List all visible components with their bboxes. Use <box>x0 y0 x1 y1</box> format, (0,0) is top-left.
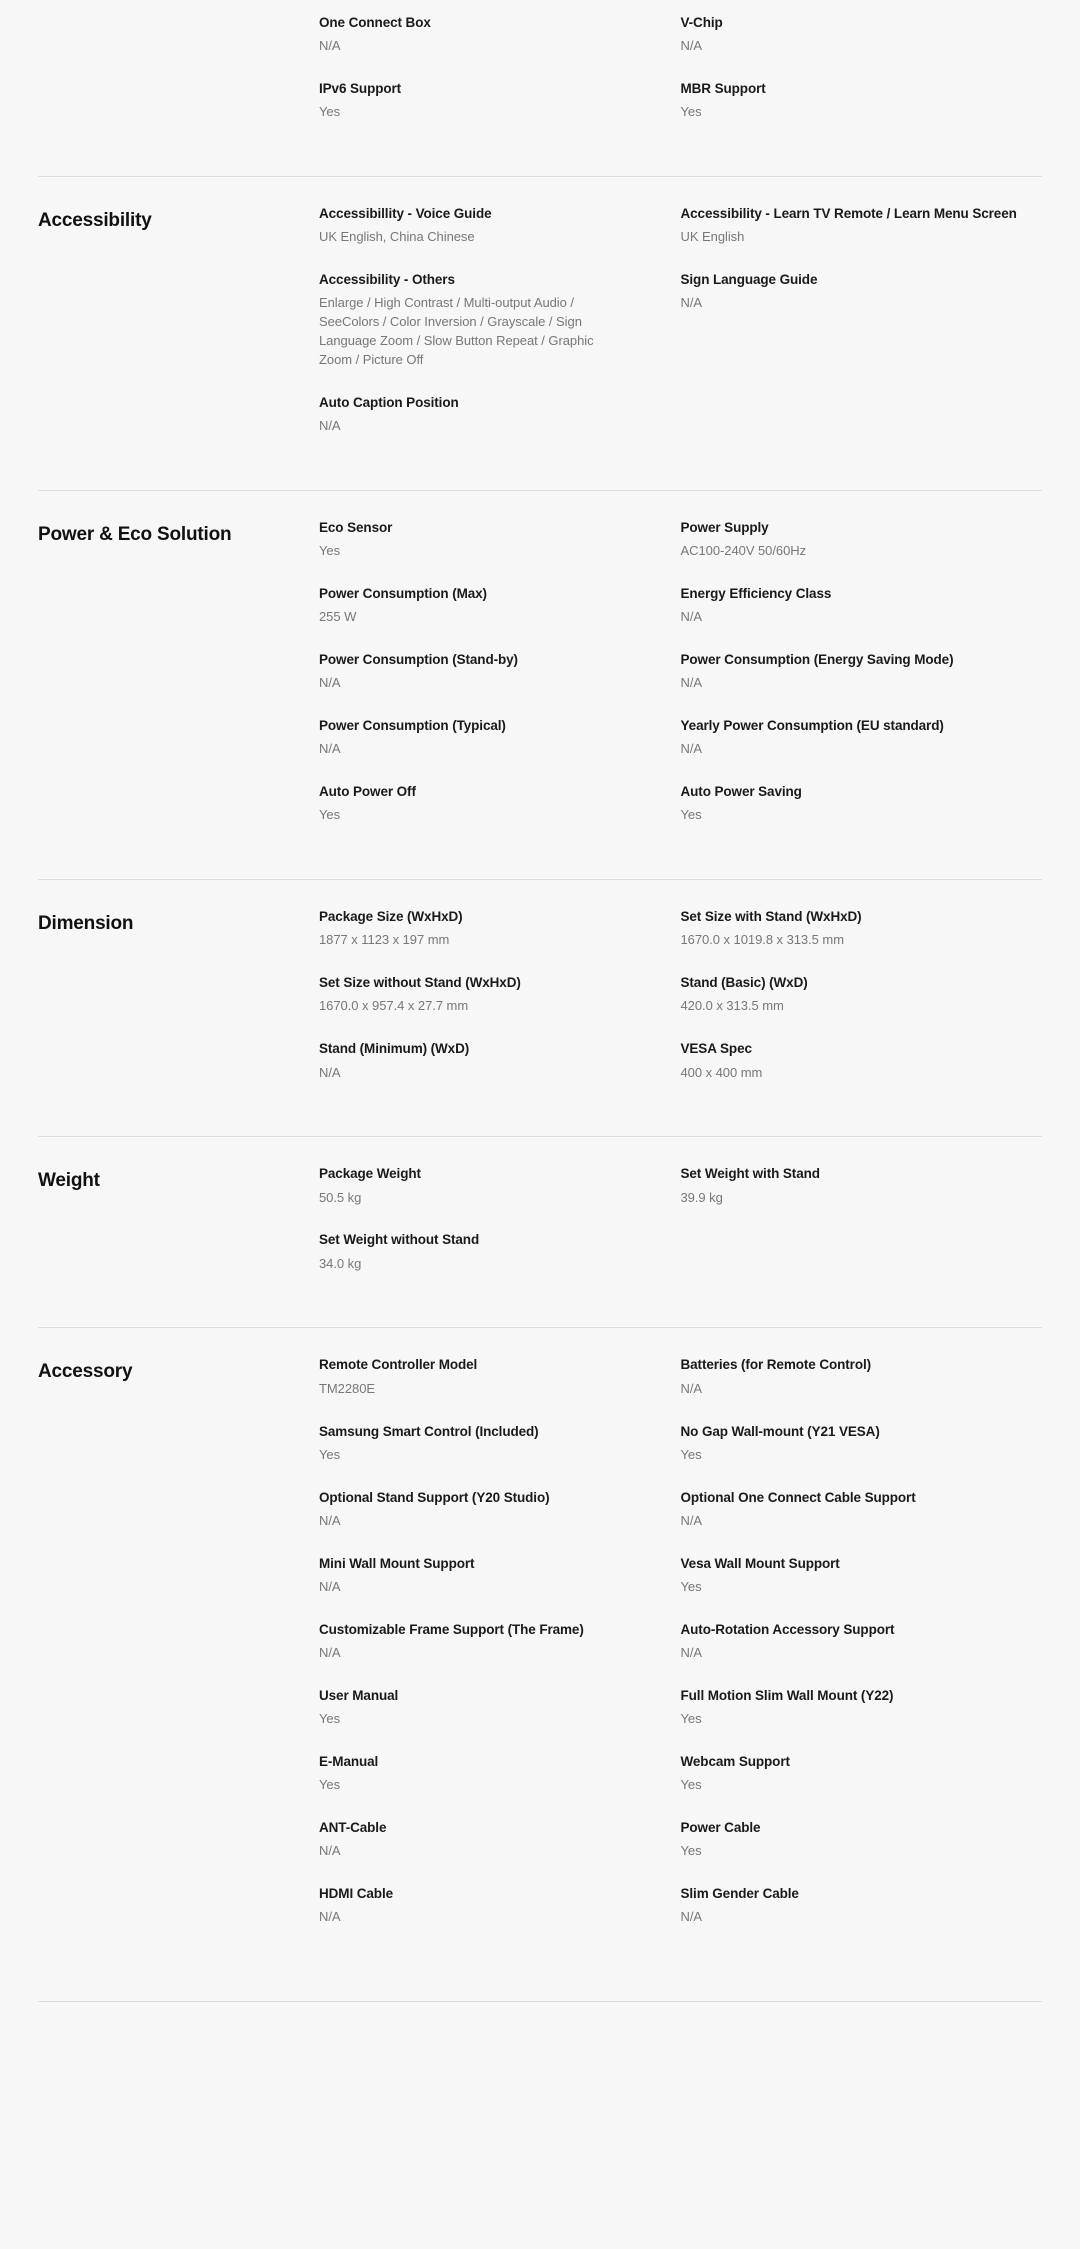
spec-label: Optional Stand Support (Y20 Studio) <box>319 1489 550 1505</box>
spec-item <box>319 908 681 950</box>
spec-value: UK English <box>680 229 745 245</box>
section-title: Accessibility <box>38 210 152 232</box>
spec-value: 420.0 x 313.5 mm <box>680 998 784 1014</box>
spec-section <box>38 1327 1042 1981</box>
section-items <box>319 908 1042 1106</box>
spec-item <box>319 14 681 56</box>
spec-item <box>681 1356 1043 1398</box>
spec-item <box>681 1489 1043 1531</box>
spec-value: Yes <box>319 807 341 823</box>
spec-value: N/A <box>680 1909 703 1925</box>
spec-label: Auto Power Saving <box>680 784 802 800</box>
spec-label: Power Consumption (Energy Saving Mode) <box>680 651 954 667</box>
spec-label: Stand (Basic) (WxD) <box>680 975 808 991</box>
spec-value: Enlarge / High Contrast / Multi-output Audio / SeeColors / Color Inversion / Grayscale / Sign Language Zoom / Slow Button Repeat / Graphic Zoom / Picture Off <box>319 295 594 367</box>
spec-value: N/A <box>680 1644 703 1660</box>
spec-item <box>681 585 1043 627</box>
spec-value: N/A <box>319 1578 341 1594</box>
section-title: Accessory <box>38 1361 133 1383</box>
spec-label: Mini Wall Mount Support <box>319 1555 475 1571</box>
spec-value: N/A <box>319 1909 341 1925</box>
spec-value: Yes <box>680 1711 702 1726</box>
spec-label: Customizable Frame Support (The Frame) <box>319 1621 584 1637</box>
spec-label: ANT-Cable <box>319 1819 387 1835</box>
section-items <box>319 205 1042 460</box>
spec-item <box>681 717 1043 759</box>
spec-label: Webcam Support <box>680 1753 790 1769</box>
spec-value: N/A <box>319 38 341 54</box>
spec-value: N/A <box>319 741 341 757</box>
spec-label: User Manual <box>319 1687 399 1703</box>
spec-value: Yes <box>680 104 702 120</box>
spec-item <box>681 1231 1043 1297</box>
spec-item <box>681 394 1043 460</box>
spec-value: N/A <box>319 1644 341 1660</box>
spec-value: 255 W <box>319 609 357 625</box>
spec-item <box>319 717 681 759</box>
spec-item <box>681 1621 1043 1663</box>
spec-label: Full Motion Slim Wall Mount (Y22) <box>680 1687 894 1703</box>
spec-label: Stand (Minimum) (WxD) <box>319 1041 470 1057</box>
spec-item <box>319 585 681 627</box>
spec-label: Accessibility - Others <box>319 272 455 288</box>
spec-label: Set Size with Stand (WxHxD) <box>680 909 862 925</box>
spec-label: Optional One Connect Cable Support <box>680 1489 916 1505</box>
spec-value: N/A <box>319 1512 341 1528</box>
section-items <box>319 1165 1042 1297</box>
spec-label: HDMI Cable <box>319 1885 394 1901</box>
spec-label: Accessibility - Learn TV Remote / Learn Menu Screen <box>680 206 1017 222</box>
spec-label: Set Weight with Stand <box>680 1166 820 1182</box>
spec-label: IPv6 Support <box>319 81 402 97</box>
spec-item <box>681 1555 1043 1597</box>
spec-label: Accessibillity - Voice Guide <box>319 206 492 222</box>
spec-label: Power Consumption (Max) <box>319 585 487 601</box>
spec-label: Auto Caption Position <box>319 394 459 410</box>
spec-value: 1877 x 1123 x 197 mm <box>319 932 450 948</box>
spec-value: TM2280E <box>319 1380 376 1396</box>
spec-label: Energy Efficiency Class <box>680 585 832 601</box>
spec-value: N/A <box>680 1512 703 1528</box>
spec-item <box>681 651 1043 693</box>
spec-label: E-Manual <box>319 1753 379 1769</box>
spec-item <box>319 974 681 1016</box>
spec-label: Power Consumption (Stand-by) <box>319 651 518 667</box>
spec-label: Sign Language Guide <box>680 272 818 288</box>
spec-item <box>681 14 1043 56</box>
spec-label: Vesa Wall Mount Support <box>680 1555 840 1571</box>
spec-item <box>319 519 681 561</box>
spec-sections <box>38 0 1042 1981</box>
spec-item <box>681 1885 1043 1951</box>
spec-item <box>319 205 681 247</box>
spec-value: UK English, China Chinese <box>319 229 475 245</box>
spec-item <box>319 80 681 122</box>
spec-label: Power Consumption (Typical) <box>319 718 506 734</box>
spec-label: Package Weight <box>319 1166 421 1182</box>
spec-label: Samsung Smart Control (Included) <box>319 1423 539 1439</box>
spec-item <box>319 394 681 436</box>
spec-section <box>38 879 1042 1136</box>
spec-value: N/A <box>319 1843 341 1859</box>
spec-value: 1670.0 x 1019.8 x 313.5 mm <box>680 932 844 948</box>
spec-value: N/A <box>680 295 703 311</box>
spec-item <box>681 783 1043 849</box>
section-items <box>319 519 1042 849</box>
spec-item <box>681 974 1043 1016</box>
spec-item <box>681 80 1043 146</box>
spec-label: Remote Controller Model <box>319 1357 478 1373</box>
spec-label: Yearly Power Consumption (EU standard) <box>680 718 944 734</box>
spec-value: N/A <box>680 609 703 625</box>
spec-item <box>681 1687 1043 1729</box>
spec-label: VESA Spec <box>680 1041 752 1057</box>
spec-value: N/A <box>680 741 703 757</box>
spec-value: Yes <box>319 1446 341 1462</box>
spec-value: 400 x 400 mm <box>680 1064 763 1080</box>
section-items <box>319 14 1042 146</box>
spec-label: Package Size (WxHxD) <box>319 909 463 925</box>
spec-item <box>319 1489 681 1531</box>
spec-value: 34.0 kg <box>319 1255 362 1271</box>
spec-item <box>319 1885 681 1927</box>
spec-label: MBR Support <box>680 81 766 97</box>
spec-item <box>319 1165 681 1207</box>
spec-value: Yes <box>680 1446 702 1462</box>
spec-label: Set Size without Stand (WxHxD) <box>319 975 521 991</box>
spec-item <box>681 519 1043 561</box>
spec-item <box>319 1621 681 1663</box>
spec-item <box>681 205 1043 247</box>
spec-label: Power Cable <box>680 1819 761 1835</box>
spec-section <box>38 176 1042 490</box>
spec-item <box>681 1819 1043 1861</box>
spec-value: N/A <box>680 675 703 691</box>
spec-item <box>319 651 681 693</box>
spec-item <box>681 1165 1043 1207</box>
spec-value: Yes <box>680 1578 702 1594</box>
spec-value: Yes <box>319 1711 341 1726</box>
spec-item <box>681 908 1043 950</box>
spec-value: Yes <box>319 543 341 559</box>
spec-label: Power Supply <box>680 519 769 535</box>
spec-item <box>319 271 681 370</box>
spec-item <box>681 1423 1043 1465</box>
spec-value: Yes <box>680 1843 702 1859</box>
spec-label: Auto-Rotation Accessory Support <box>680 1621 895 1637</box>
spec-label: Slim Gender Cable <box>680 1885 799 1901</box>
spec-label: No Gap Wall-mount (Y21 VESA) <box>680 1423 880 1439</box>
section-title: Weight <box>38 1170 100 1192</box>
spec-label: Set Weight without Stand <box>319 1232 480 1248</box>
spec-label: Batteries (for Remote Control) <box>680 1357 872 1373</box>
spec-value: N/A <box>680 1380 703 1396</box>
section-title: Power & Eco Solution <box>38 523 232 545</box>
section-divider <box>38 2001 1042 2002</box>
spec-label: V-Chip <box>680 15 723 30</box>
spec-value: AC100-240V 50/60Hz <box>680 543 807 559</box>
spec-value: Yes <box>680 1777 702 1793</box>
spec-value: Yes <box>319 1777 341 1793</box>
spec-item <box>319 783 681 825</box>
spec-item <box>681 1753 1043 1795</box>
spec-item <box>681 1040 1043 1106</box>
spec-item <box>319 1231 681 1273</box>
spec-value: N/A <box>680 38 703 54</box>
spec-value: N/A <box>319 675 341 691</box>
spec-section <box>38 1136 1042 1327</box>
spec-item <box>319 1753 681 1795</box>
section-items <box>319 1356 1042 1951</box>
spec-value: Yes <box>680 807 702 823</box>
spec-label: Auto Power Off <box>319 784 416 800</box>
spec-value: Yes <box>319 104 341 120</box>
spec-item <box>319 1423 681 1465</box>
section-title <box>38 14 319 19</box>
spec-section <box>38 490 1042 879</box>
spec-label: One Connect Box <box>319 15 431 30</box>
spec-item <box>681 271 1043 370</box>
section-title: Dimension <box>38 913 134 935</box>
spec-item <box>319 1819 681 1861</box>
spec-value: N/A <box>319 1064 341 1080</box>
spec-value: 39.9 kg <box>680 1189 723 1205</box>
spec-value: N/A <box>319 418 341 433</box>
spec-value: 1670.0 x 957.4 x 27.7 mm <box>319 998 469 1014</box>
spec-item <box>319 1555 681 1597</box>
spec-item <box>319 1687 681 1729</box>
spec-label: Eco Sensor <box>319 519 393 535</box>
spec-item <box>319 1040 681 1082</box>
spec-section <box>38 0 1042 176</box>
spec-item <box>319 1356 681 1398</box>
spec-value: 50.5 kg <box>319 1189 362 1205</box>
